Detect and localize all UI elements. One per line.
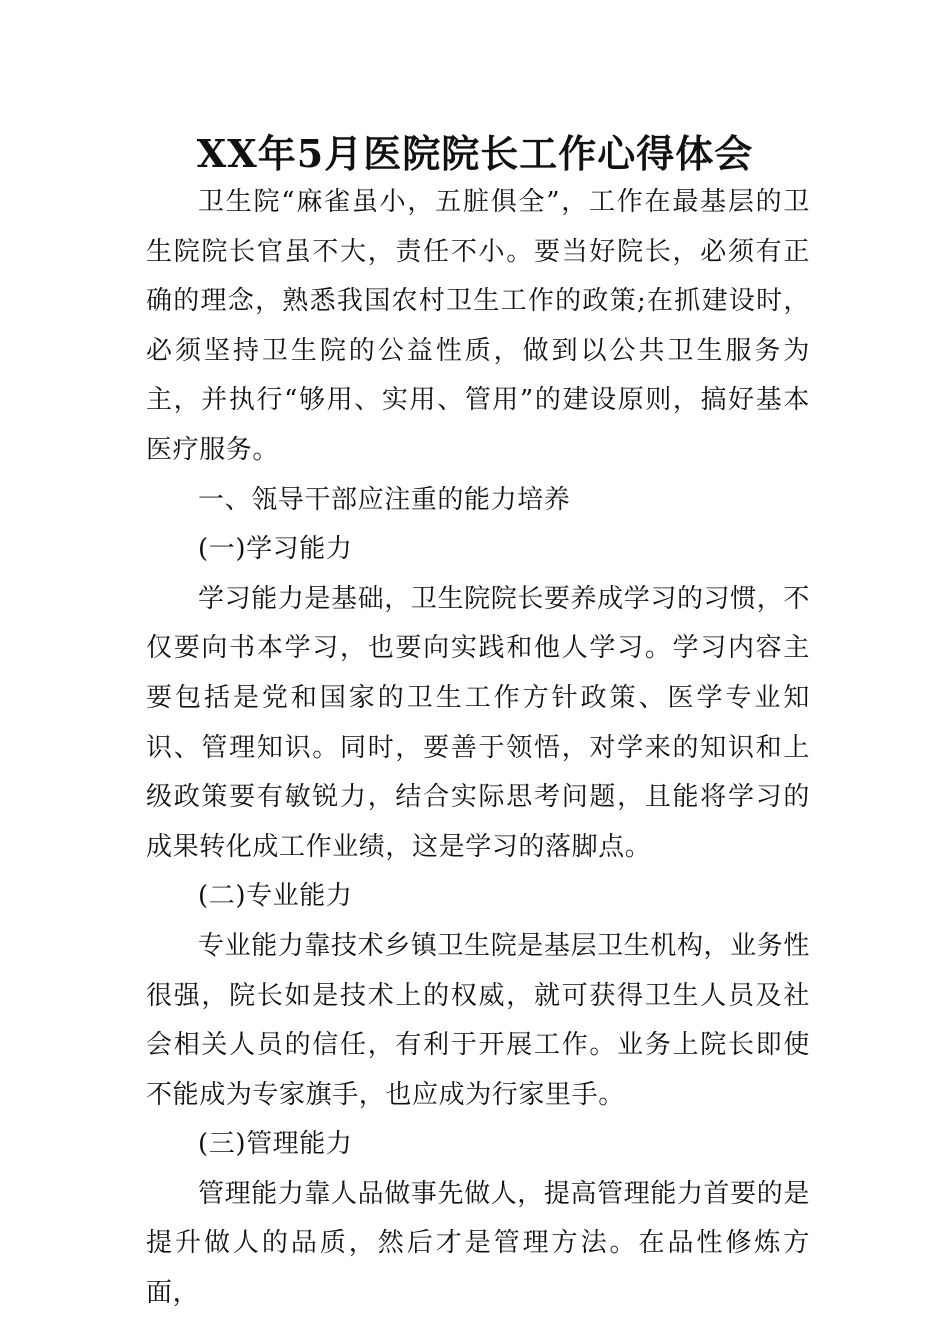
subsection-heading-professional: (二)专业能力 (198, 881, 353, 912)
paragraph-management: 管理能力靠人品做事先做人，提高管理能力首要的是提升做人的品质，然后才是管理方法。在品性修炼方面， (146, 1178, 810, 1309)
subsection-heading-learning: (一)学习能力 (198, 534, 353, 565)
paragraph-learning: 学习能力是基础，卫生院院长要养成学习的习惯，不仅要向书本学习，也要向实践和他人学习。学习内容主要包括是党和国家的卫生工作方针政策、医学专业知识、管理知识。同时，要善于领悟，对学来的知识和上级政策要有敏锐力，结合实际思考问题，且能将学习的成果转化成工作业绩，这是学习的落脚点。 (146, 583, 810, 862)
section-heading: 一、瓴导干部应注重的能力培养 (198, 484, 571, 515)
paragraph-intro: 卫生院“麻雀虽小，五脏俱全”，工作在最基层的卫生院院长官虽不大，责任不小。要当好院长，必须有正确的理念，熟悉我国农村卫生工作的政策;在抓建设时，必须坚持卫生院的公益性质，做到以公共卫生服务为主，并执行“够用、实用、管用”的建设原则，搞好基本医疗服务。 (146, 187, 810, 465)
document-body (146, 178, 810, 1319)
subsection-heading-management: (三)管理能力 (198, 1129, 353, 1160)
paragraph-professional: 专业能力靠技术乡镇卫生院是基层卫生机构，业务性很强，院长如是技术上的权威，就可获得卫生人员及社会相关人员的信任，有利于开展工作。业务上院长即使不能成为专家旗手，也应成为行家里手。 (146, 930, 810, 1110)
document-title: XX年5月医院院长工作心得体会 (196, 131, 754, 176)
